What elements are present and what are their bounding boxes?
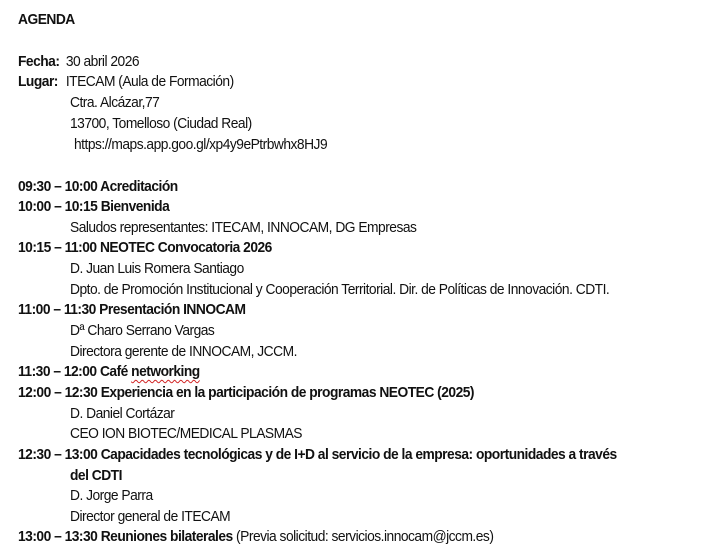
schedule-note: (Previa solicitud: servicios.innocam@jccm.es) xyxy=(232,528,494,545)
schedule-time: 10:00 – 10:15 xyxy=(18,198,98,215)
schedule-time: 12:00 – 12:30 xyxy=(18,384,98,401)
schedule-item-acreditacion xyxy=(18,177,178,197)
schedule-item-cafe xyxy=(18,362,200,382)
schedule-affiliation: Dpto. de Promoción Institucional y Cooperación Territorial. Dir. de Políticas de Innovación. CDTI. xyxy=(70,281,610,298)
schedule-title: NEOTEC Convocatoria 2026 xyxy=(99,239,272,256)
lugar-venue: ITECAM (Aula de Formación) xyxy=(65,73,234,90)
schedule-item-neotec xyxy=(18,238,272,258)
fecha-value: 30 abril 2026 xyxy=(65,53,140,70)
schedule-time: 10:15 – 11:00 xyxy=(18,239,97,256)
lugar-label: Lugar: xyxy=(18,73,58,90)
schedule-affiliation: Directora gerente de INNOCAM, JCCM. xyxy=(70,343,297,360)
agenda-title: AGENDA xyxy=(18,11,75,28)
lugar-city: 13700, Tomelloso (Ciudad Real) xyxy=(70,115,252,132)
schedule-item-experiencia xyxy=(18,383,474,403)
schedule-title: Café xyxy=(99,363,132,380)
schedule-time: 13:00 – 13:30 xyxy=(18,528,98,545)
schedule-title: Presentación INNOCAM xyxy=(99,301,246,318)
schedule-time: 11:00 – 11:30 xyxy=(18,301,96,318)
schedule-affiliation: Director general de ITECAM xyxy=(70,508,231,525)
fecha-row xyxy=(18,52,139,72)
schedule-title: Bienvenida xyxy=(100,198,170,215)
schedule-title: Acreditación xyxy=(100,178,178,195)
schedule-title-continued: del CDTI xyxy=(70,467,122,484)
fecha-label: Fecha: xyxy=(18,53,60,70)
schedule-speaker: D. Juan Luis Romera Santiago xyxy=(70,260,244,277)
schedule-detail: Saludos representantes: ITECAM, INNOCAM, DG Empresas xyxy=(70,219,417,236)
lugar-row xyxy=(18,72,234,92)
schedule-time: 09:30 – 10:00 xyxy=(18,178,98,195)
schedule-time: 11:30 – 12:00 xyxy=(18,363,97,380)
schedule-title: Capacidades tecnológicas y de I+D al servicio de la empresa: oportunidades a través xyxy=(100,446,617,463)
schedule-affiliation: CEO ION BIOTEC/MEDICAL PLASMAS xyxy=(70,425,302,442)
spellcheck-word: networking xyxy=(131,363,200,380)
schedule-item-innocam xyxy=(18,300,245,320)
schedule-item-bienvenida xyxy=(18,197,169,217)
schedule-time: 12:30 – 13:00 xyxy=(18,446,98,463)
schedule-speaker: D. Daniel Cortázar xyxy=(70,405,175,422)
schedule-title: Reuniones bilaterales xyxy=(100,528,233,545)
lugar-map-link[interactable]: https://maps.app.goo.gl/xp4y9ePtrbwhx8HJ9 xyxy=(74,136,328,153)
schedule-item-reuniones xyxy=(18,527,493,547)
schedule-speaker: D. Jorge Parra xyxy=(70,487,153,504)
schedule-speaker: Dª Charo Serrano Vargas xyxy=(70,322,215,339)
schedule-title: Experiencia en la participación de programas NEOTEC (2025) xyxy=(100,384,475,401)
lugar-address: Ctra. Alcázar,77 xyxy=(70,94,160,111)
schedule-item-capacidades xyxy=(18,445,617,465)
